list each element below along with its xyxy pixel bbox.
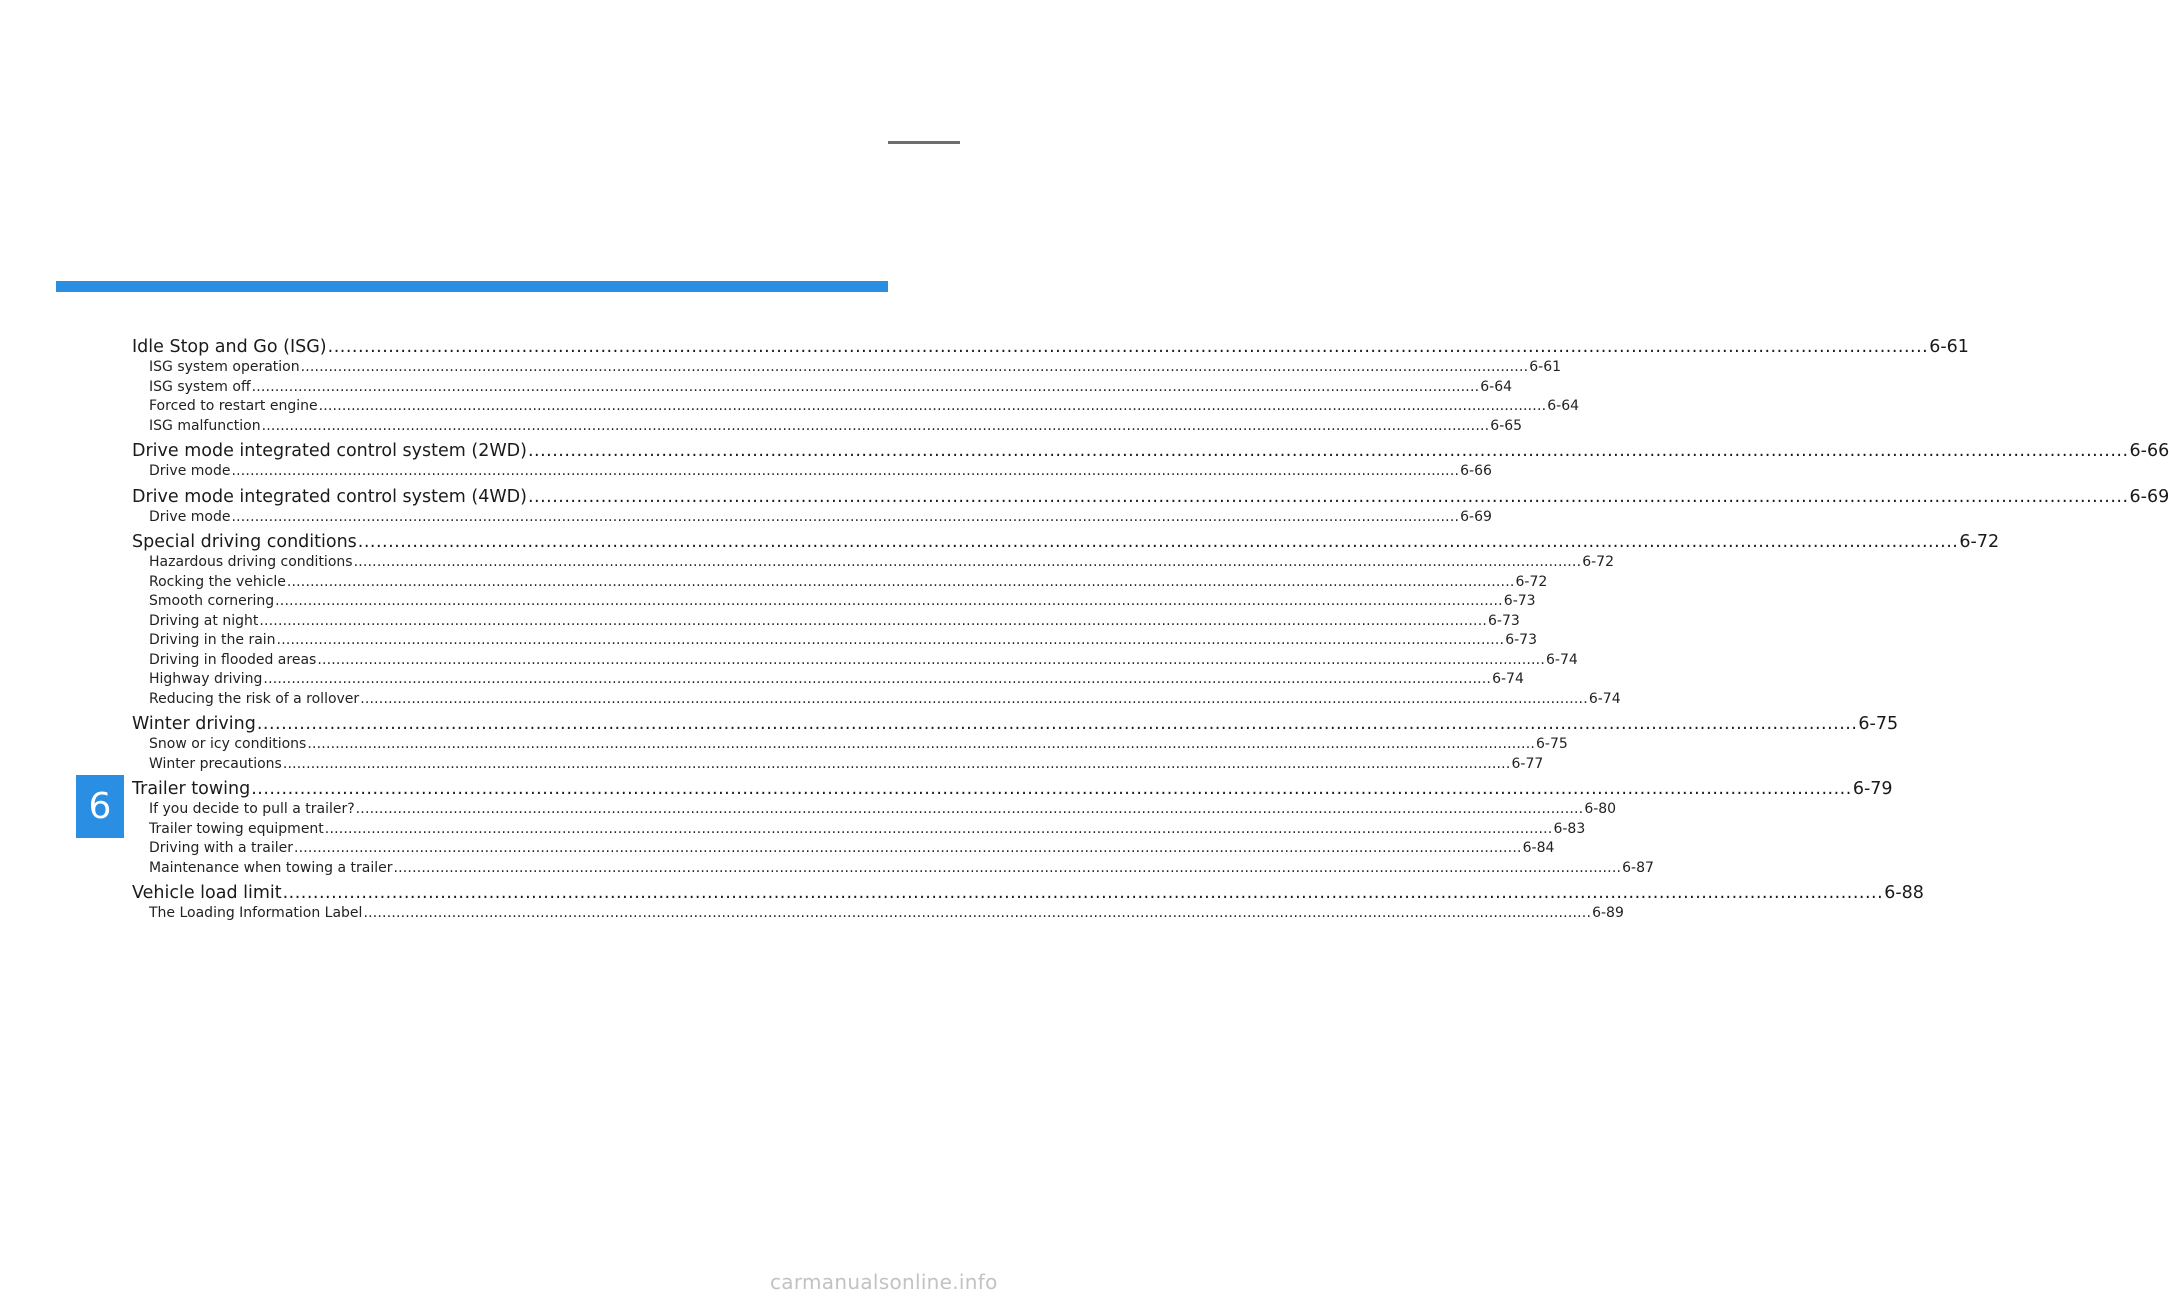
toc-item-title: Driving with a trailer	[149, 840, 293, 856]
dot-leader	[319, 397, 1547, 417]
toc-section-title: Vehicle load limit	[132, 883, 282, 903]
toc-item-page: 6-73	[1503, 593, 1536, 609]
toc-item-title: The Loading Information Label	[149, 905, 363, 921]
toc-item-title: Driving at night	[149, 612, 259, 629]
dot-leader	[307, 735, 1535, 755]
toc-section-page: 6-75	[1858, 714, 1899, 734]
toc-item[interactable]	[132, 573, 1548, 593]
toc-item[interactable]	[132, 612, 1520, 632]
toc-item[interactable]	[132, 508, 1492, 528]
toc-item-title: Smooth cornering	[149, 593, 275, 609]
toc-item-title: ISG malfunction	[149, 417, 261, 434]
dot-leader	[393, 859, 1621, 879]
toc-item[interactable]	[132, 800, 1617, 820]
toc-item-title: Highway driving	[149, 671, 263, 687]
toc-item[interactable]	[132, 553, 1614, 573]
toc-item-title: Drive mode	[149, 508, 231, 525]
toc-item[interactable]	[132, 839, 1555, 859]
dot-leader	[363, 904, 1591, 924]
toc-item-title: Winter precautions	[149, 755, 282, 772]
toc-item-page: 6-73	[1505, 632, 1537, 648]
toc-item-page: 6-72	[1582, 554, 1614, 570]
dot-leader	[257, 713, 1858, 735]
toc-item-title: Maintenance when towing a trailer	[149, 859, 393, 876]
dot-leader	[251, 778, 1852, 800]
toc-item-title: ISG system operation	[149, 359, 300, 375]
toc-section[interactable]	[132, 882, 1924, 904]
dot-leader	[283, 755, 1511, 775]
toc-item-title: Snow or icy conditions	[149, 736, 307, 752]
toc-item[interactable]	[132, 417, 1523, 437]
toc-section[interactable]	[132, 440, 2169, 462]
toc-item[interactable]	[132, 904, 1624, 924]
toc-item[interactable]	[132, 592, 1536, 612]
dot-leader	[328, 336, 1929, 358]
corner-rule	[888, 141, 960, 144]
toc-section-title: Drive mode integrated control system (2WD)	[132, 441, 527, 461]
toc-item-page: 6-84	[1522, 840, 1555, 856]
toc-item[interactable]	[132, 755, 1544, 775]
dot-leader	[301, 358, 1529, 378]
toc-section[interactable]	[132, 336, 1969, 358]
toc-section-title: Drive mode integrated control system (4WD)	[132, 486, 527, 507]
chapter-number: 6	[88, 786, 112, 827]
toc-item[interactable]	[132, 735, 1568, 755]
toc-item[interactable]	[132, 820, 1586, 840]
toc-section-title: Special driving conditions	[132, 532, 357, 552]
dot-leader	[231, 462, 1459, 482]
toc-section-page: 6-61	[1929, 337, 1969, 357]
dot-leader	[259, 612, 1487, 632]
toc-item-title: Rocking the vehicle	[149, 573, 286, 590]
dot-leader	[528, 486, 2129, 508]
toc-item-page: 6-66	[1460, 463, 1492, 479]
toc-item-page: 6-87	[1622, 859, 1654, 876]
toc-item-page: 6-83	[1553, 820, 1586, 837]
toc-item-page: 6-61	[1529, 359, 1562, 375]
toc-section[interactable]	[132, 531, 2000, 553]
toc-item[interactable]	[132, 859, 1654, 879]
toc-item[interactable]	[132, 651, 1578, 671]
toc-item[interactable]	[132, 690, 1621, 710]
toc-item-title: Forced to restart engine	[149, 398, 318, 414]
toc-item-title: Driving in flooded areas	[149, 651, 317, 668]
toc-section-page: 6-66	[2129, 441, 2169, 461]
toc-section-page: 6-69	[2129, 486, 2169, 507]
toc-item-page: 6-64	[1480, 378, 1513, 395]
chapter-header-bar	[56, 281, 888, 292]
toc-item-page: 6-74	[1588, 690, 1621, 707]
dot-leader	[263, 670, 1491, 690]
toc-item-title: Drive mode	[149, 463, 231, 479]
dot-leader	[287, 573, 1515, 593]
toc-item-title: ISG system off	[149, 378, 251, 395]
toc-item-title: If you decide to pull a trailer?	[149, 801, 355, 817]
toc-section[interactable]	[132, 778, 1893, 800]
toc-item-page: 6-80	[1584, 801, 1617, 817]
dot-leader	[358, 531, 1959, 553]
toc-item-page: 6-77	[1511, 755, 1544, 772]
dot-leader	[354, 553, 1582, 573]
toc-item-page: 6-89	[1592, 905, 1624, 921]
toc-item-title: Hazardous driving conditions	[149, 554, 353, 570]
toc-section-page: 6-72	[1959, 532, 2000, 552]
toc-item-page: 6-69	[1460, 508, 1492, 525]
toc-item[interactable]	[132, 397, 1580, 417]
chapter-tab[interactable]	[76, 775, 124, 838]
toc-item[interactable]	[132, 358, 1562, 378]
toc-section-title: Winter driving	[132, 714, 256, 734]
toc-item-page: 6-74	[1545, 651, 1578, 668]
dot-leader	[283, 882, 1884, 904]
toc-section[interactable]	[132, 713, 1899, 735]
dot-leader	[360, 690, 1588, 710]
toc-item-title: Reducing the risk of a rollover	[149, 690, 360, 707]
toc-item-page: 6-65	[1490, 417, 1523, 434]
toc-item-page: 6-73	[1488, 612, 1520, 629]
dot-leader	[528, 440, 2129, 462]
dot-leader	[294, 839, 1522, 859]
toc-section-page: 6-79	[1852, 779, 1893, 799]
toc-section-title: Idle Stop and Go (ISG)	[132, 337, 327, 357]
footer-watermark: carmanualsonline.info	[770, 1270, 998, 1294]
dot-leader	[317, 651, 1545, 671]
toc-item[interactable]	[132, 378, 1513, 398]
dot-leader	[252, 378, 1480, 398]
toc-section-page: 6-88	[1884, 883, 1924, 903]
toc-item-page: 6-75	[1536, 736, 1568, 752]
toc-section-title: Trailer towing	[132, 779, 251, 799]
toc-item[interactable]	[132, 462, 1492, 482]
toc-item[interactable]	[132, 631, 1537, 651]
dot-leader	[277, 631, 1505, 651]
dot-leader	[231, 508, 1459, 528]
toc-section[interactable]	[132, 486, 2169, 508]
toc-item-page: 6-72	[1515, 573, 1548, 590]
toc-item-title: Trailer towing equipment	[149, 820, 324, 837]
table-of-contents	[132, 336, 2169, 924]
dot-leader	[262, 417, 1490, 437]
toc-item-page: 6-74	[1492, 671, 1524, 687]
dot-leader	[325, 820, 1553, 840]
toc-item[interactable]	[132, 670, 1524, 690]
dot-leader	[275, 592, 1503, 612]
toc-item-title: Driving in the rain	[149, 632, 276, 648]
toc-item-page: 6-64	[1547, 398, 1580, 414]
dot-leader	[356, 800, 1584, 820]
